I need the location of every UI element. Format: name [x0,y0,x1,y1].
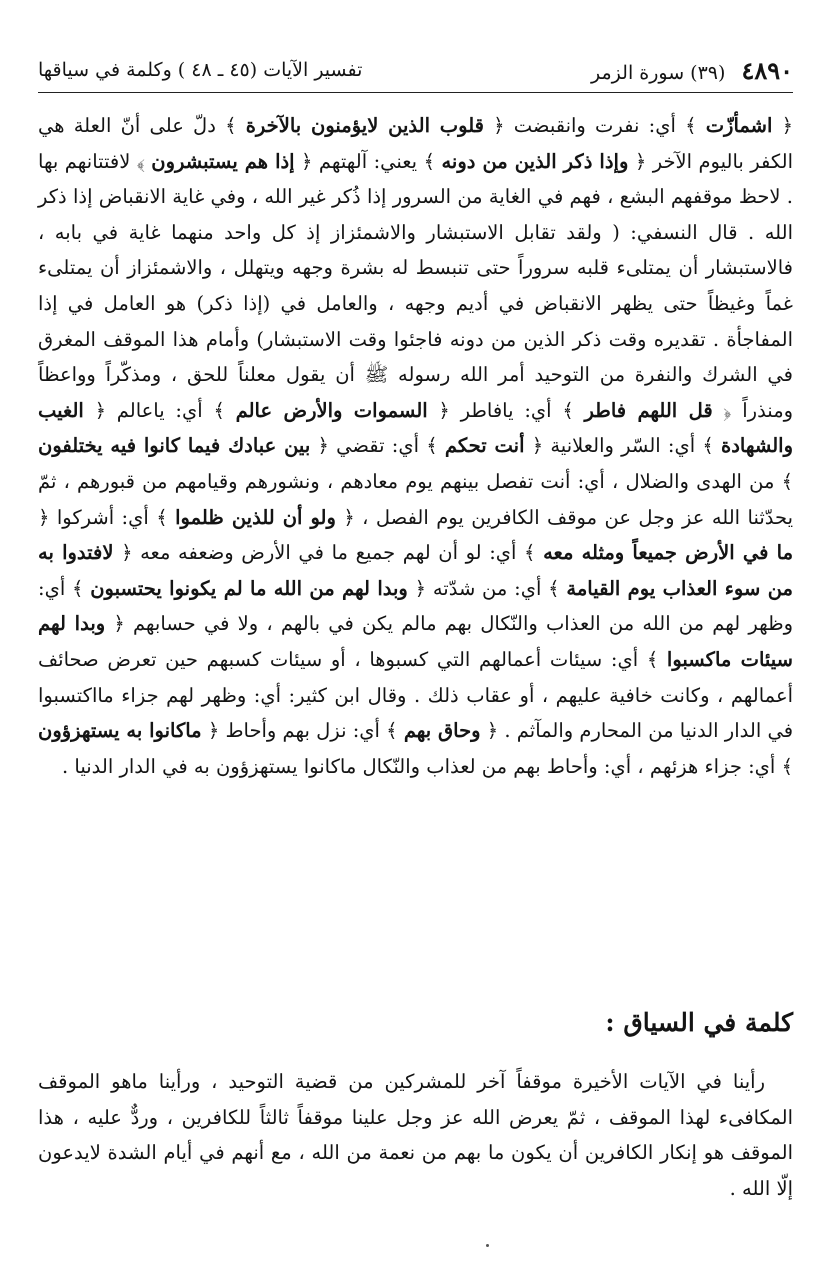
quran-quote-text: بين عبادك فيما كانوا فيه يختلفون [38,434,311,458]
quran-quote: ﴿ السموات والأرض عالم ﴾ [213,398,450,422]
quran-quote: ﴿ قل اللهم فاطر ﴾ [562,398,732,422]
page-mark [486,1244,489,1247]
quran-quote-text: ولو أن للذين ظلموا [175,505,336,529]
commentary-segment: أي: السّر والعلانية [543,434,703,458]
quran-quote-text: اشمأزّت [705,114,773,137]
commentary-segment: أي: نفرت وانقبضت [504,114,686,137]
quran-quote-text: وبدا لهم من الله ما لم يكونوا يحتسبون [90,576,408,600]
commentary-text [38,108,793,784]
quran-quote: ﴿ وبدا لهم سيئات ماكسبوا ﴾ [38,612,794,671]
quran-quote-text: ماكانوا به يستهزؤون [38,719,202,743]
quran-quote-text: لافتدوا به من سوء العذاب يوم القيامة [38,541,793,600]
quran-quote: ﴿ وحاق بهم ﴾ [386,719,499,743]
surah-label: (٣٩) سورة الزمر [591,61,726,84]
quran-quote-text: الغيب والشهادة [38,398,794,458]
header-right [591,56,793,85]
quran-quote-text: ما في الأرض جميعاً ومثله معه [543,541,794,565]
quran-quote: ﴿ لافتدوا به من سوء العذاب يوم القيامة ﴾ [38,541,793,600]
quran-quote-text: وبدا لهم سيئات ماكسبوا [38,612,794,671]
commentary-segment: أي: وظهر لهم من الله من العذاب والنّكال بهم مالم يكن في بالهم ، ولا في حسابهم [38,576,794,636]
section-text [38,1064,793,1206]
commentary-segment: لافتتانهم بها . لاحظ موقفهم البشع ، فهم في الغاية من السرور إذا ذُكر غير الله ، وفي غاية الانقباض إذا ذكر الله . قال النسفي: ( ولقد تقابل الاستبشار والاشمئزاز إذ كل واحد منهما غاية في بابه ، فالاستبشار أن يمتلىء قلبه سروراً حتى تنبسط له بشرة وجهه ويتهلل ، والاشمئزاز أن يمتلىء غماً وغيظاً حتى يظهر الانقباض في أديم وجهه ، والعامل في (إذا ذكر) هو العامل في إذا المفاجأة . تقديره وقت ذكر الذين من دونه فاجئوا وقت الاستبشار) وأمام هذا الموقف المغرق في الشرك والنفرة من التوحيد أمر الله رسوله ﷺ أن يقول معلناً للحق ، ومذكّراً وواعظاً ومنذراً [38,149,794,422]
quran-quote: ﴿ الغيب والشهادة ﴾ [38,398,794,458]
section-paragraph: رأينا في الآيات الأخيرة موقفاً آخر للمشركين من قضية التوحيد ، ورأينا ماهو الموقف المكافىء لهذا الموقف ، ثمّ يعرض الله عز وجل علينا موقفاً ثالثاً للكافرين ، وردٌّ عليه ، هذا الموقف هو إنكار الكافرين أن يكون ما بهم من نعمة من الله ، مع أنهم في أيام الشدة لايدعون إلّا الله . [38,1070,793,1200]
commentary-paragraph [38,108,793,784]
section-heading: كلمة في السياق : [605,1008,793,1037]
commentary-segment: أي: يافاطر [449,398,563,422]
quran-quote: ﴿ ولو أن للذين ظلموا ﴾ [156,505,355,529]
quran-quote: ﴿ إذا هم يستبشرون ﴾ [136,149,313,173]
quran-quote-text: قل اللهم فاطر [584,398,713,422]
commentary-segment: أي: تقضي [328,434,427,458]
quran-quote-text: أنت تحكم [444,434,525,458]
quran-quote-text: وحاق بهم [403,719,481,743]
commentary-segment: أي: ياعالم [106,398,214,422]
section-label: تفسير الآيات (٤٥ ـ ٤٨ ) وكلمة في سياقها [38,59,363,81]
commentary-segment: من الهدى والضلال ، أي: أنت تفصل بينهم يوم معادهم ، ونشورهم وقيامهم من قبورهم ، ثمّ يحدّثنا الله عز وجل عن موقف الكافرين يوم الفصل ، [38,469,794,529]
quran-quote: ﴿ أنت تحكم ﴾ [426,434,544,458]
quran-quote-text: السموات والأرض عالم [235,398,428,422]
quran-quote: ﴿ قلوب الذين لايؤمنون بالآخرة ﴾ [225,114,505,137]
quran-quote: ﴿ وإذا ذكر الذين من دونه ﴾ [423,149,647,173]
commentary-segment: أي: جزاء هزئهم ، أي: وأحاط بهم من لعذاب والنّكال ماكانوا يستهزؤون به في الدار الدنيا . [62,754,782,778]
quran-quote: ﴿ ماكانوا به يستهزؤون ﴾ [38,719,793,778]
commentary-segment: أي: أشركوا [49,505,157,529]
commentary-segment: أي: لو أن لهم جميع ما في الأرض وضعفه معه [132,541,525,565]
quran-quote-text: وإذا ذكر الذين من دونه [441,149,629,173]
page-number: ٤٨٩٠ [741,55,793,85]
quran-quote: ﴿ اشمأزّت ﴾ [685,114,794,137]
header-rule [38,92,793,93]
quran-quote: ﴿ وبدا لهم من الله ما لم يكونوا يحتسبون ﴾ [72,576,427,600]
commentary-segment: يعني: آلهتهم [312,149,424,173]
quran-quote: ﴿ ما في الأرض جميعاً ومثله معه ﴾ [38,505,794,565]
quran-quote-text: إذا هم يستبشرون [151,149,295,173]
commentary-segment: دلّ على أنّ العلة هي الكفر باليوم الآخر [38,114,794,173]
quran-quote-text: قلوب الذين لايؤمنون بالآخرة [245,114,484,137]
commentary-segment: أي: من شدّته [426,576,549,600]
quran-quote: ﴿ بين عبادك فيما كانوا فيه يختلفون ﴾ [38,434,793,493]
commentary-segment: أي: نزل بهم وأحاط [219,719,387,743]
commentary-segment: أي: سيئات أعمالهم التي كسبوها ، أو سيئات كسبهم حين تعرض صحائف أعمالهم ، وكانت خافية عليهم ، أو عقاب ذلك . وقال ابن كثير: أي: وظهر لهم جزاء مااكتسبوا في الدار الدنيا من المحارم والمآثم . [38,647,794,743]
page-header [38,50,793,90]
